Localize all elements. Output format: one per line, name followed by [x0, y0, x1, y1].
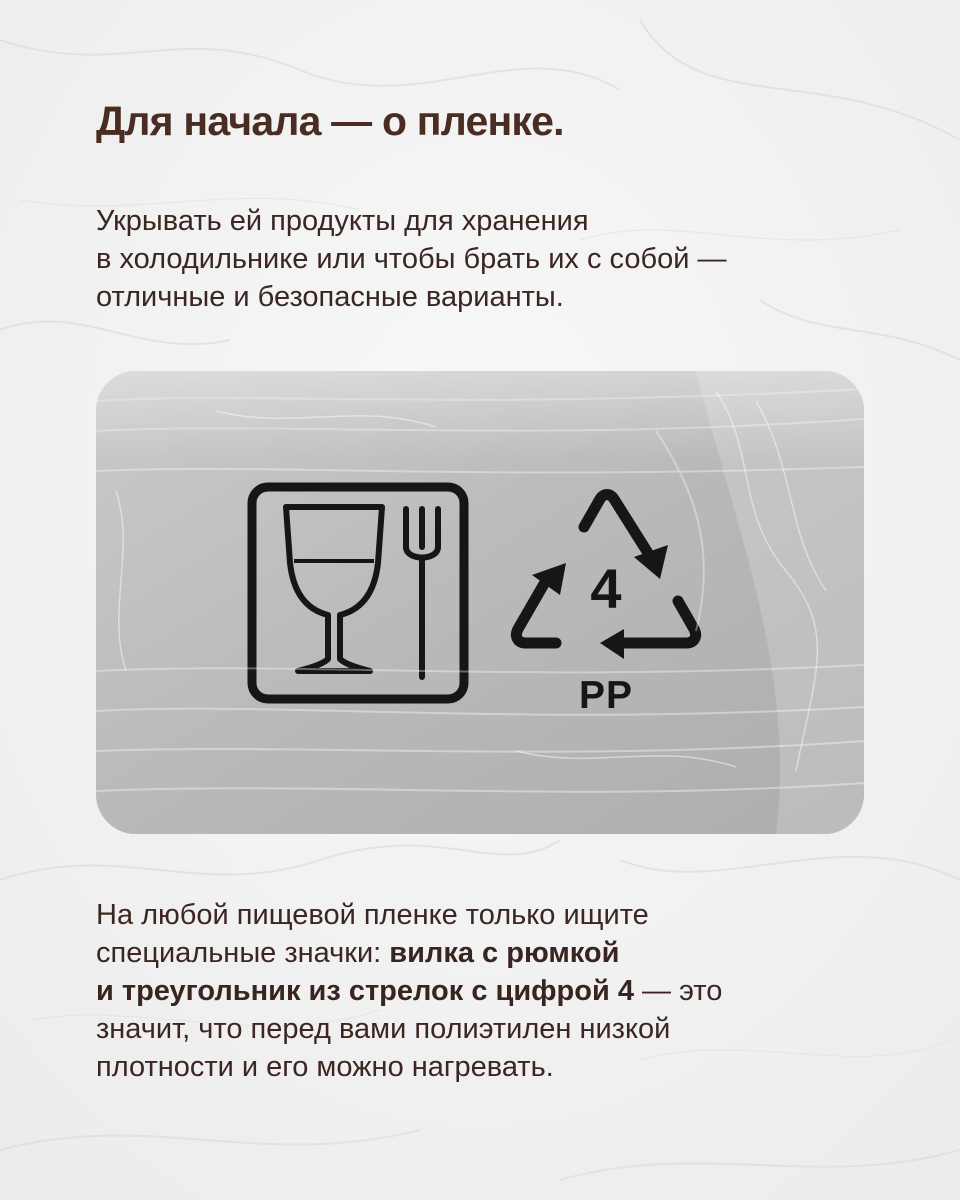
recycle-number: 4 [590, 557, 622, 620]
intro-line-2: в холодильнике или чтобы брать их с собой — [96, 243, 727, 275]
cling-film-photo [96, 371, 864, 834]
page-title: Для начала — о пленке. [96, 98, 564, 144]
outro-line-4: значит, что перед вами полиэтилен низкой [96, 1013, 671, 1045]
glass-and-fork-icon [246, 481, 470, 705]
outro-line-5: плотности и его можно нагревать. [96, 1051, 554, 1083]
intro-line-3: отличные и безопасные варианты. [96, 281, 564, 313]
outro-line-2 [96, 934, 876, 972]
outro-line-3-plain: — это [634, 975, 723, 1007]
outro-line-2-plain: специальные значки: [96, 937, 390, 969]
outro-paragraph [96, 896, 876, 1086]
outro-line-2-bold: вилка с рюмкой [389, 937, 620, 969]
intro-line-1: Укрывать ей продукты для хранения [96, 205, 589, 237]
outro-line-1: На любой пищевой пленке только ищите [96, 899, 649, 931]
recycle-code-label: PP [578, 674, 634, 717]
cling-film-texture [96, 371, 864, 834]
outro-line-3 [96, 972, 876, 1010]
outro-line-3-bold: и треугольник из стрелок с цифрой 4 [96, 975, 634, 1007]
intro-paragraph [96, 202, 876, 316]
